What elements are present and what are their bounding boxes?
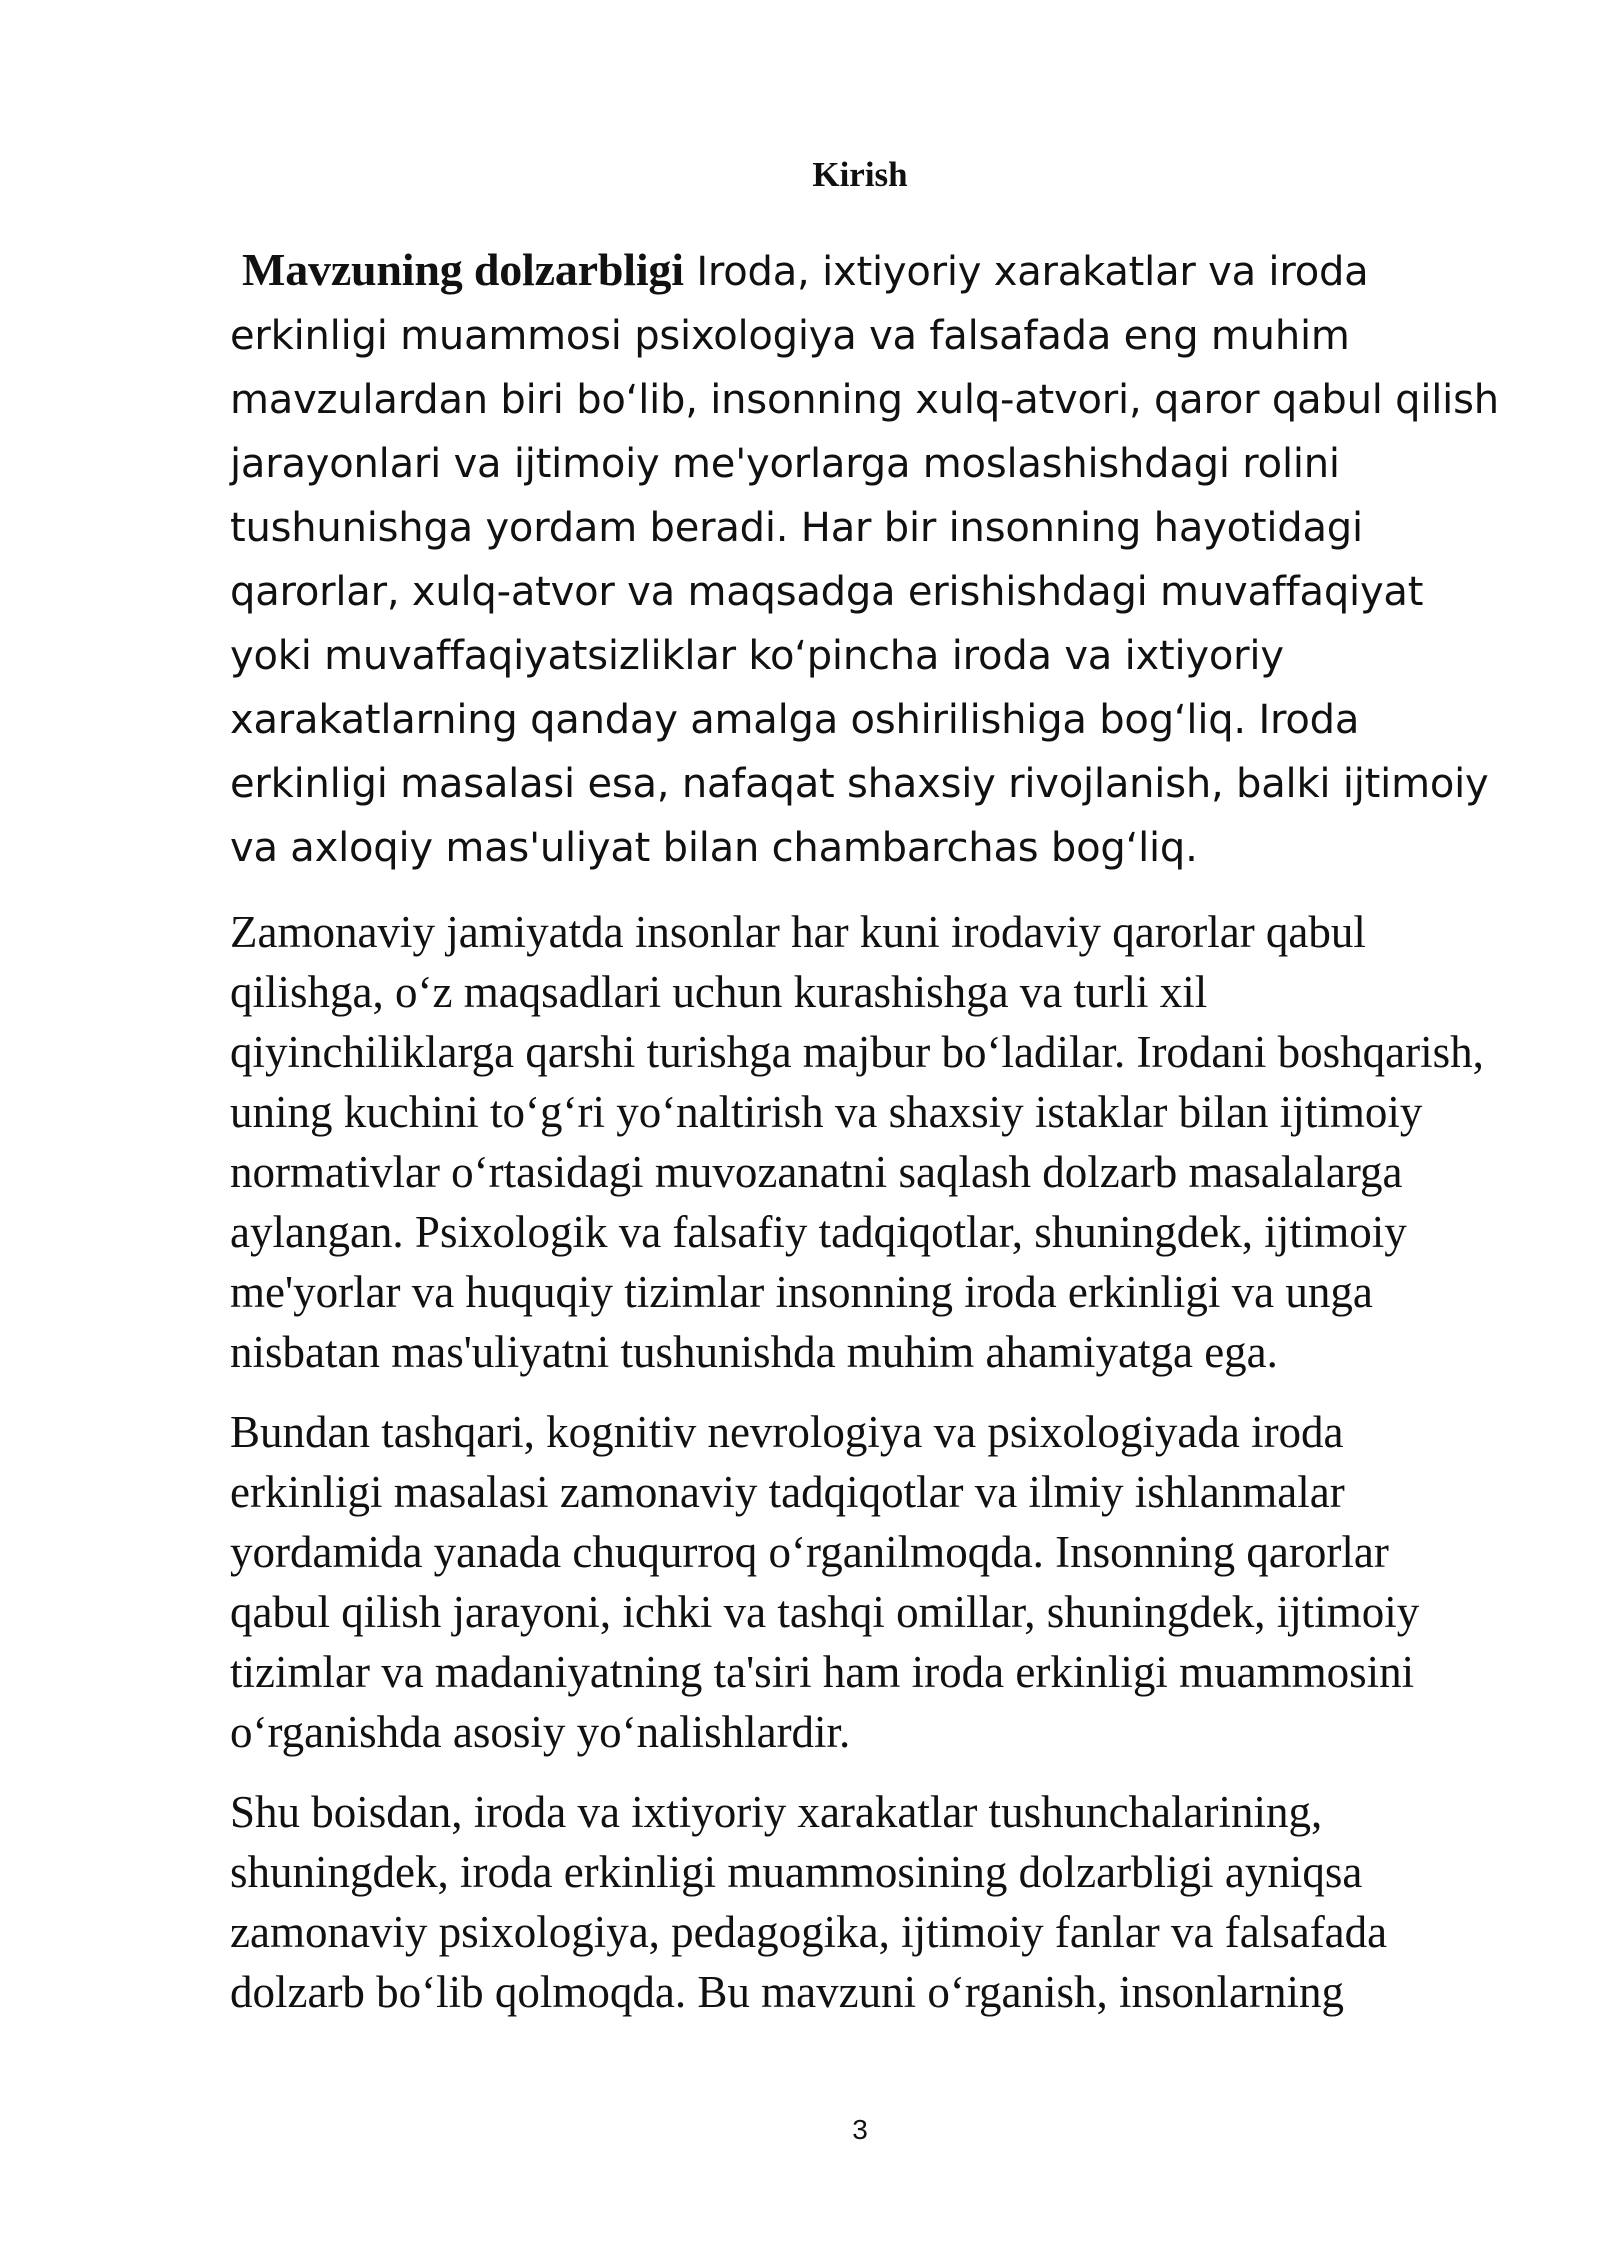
- paragraph-relevance: [230, 238, 1500, 880]
- section-heading: Kirish: [812, 155, 908, 194]
- paragraph-relevance-text: Iroda, ixtiyoriy xarakatlar va iroda erkinligi muammosi psixologiya va falsafada eng muhim mavzulardan biri bo‘lib, insonning xulq-atvori, qaror qabul qilish jarayonlari va ijtimoiy me'yorlarga moslashishdagi rolini tushunishga yordam beradi. Har bir insonning hayotidagi qarorlar, xulq-atvor va maqsadga erishishdagi muvaffaqiyat yoki muvaffaqiyatsizliklar ko‘pincha iroda va ixtiyoriy xarakatlarning qanday amalga oshirilishiga bog‘liq. Iroda erkinligi masalasi esa, nafaqat shaxsiy rivojlanish, balki ijtimoiy va axloqiy mas'uliyat bilan chambarchas bog‘liq.: [230, 249, 1499, 871]
- paragraph-cognitive-neurology: Bundan tashqari, kognitiv nevrologiya va psixologiyada iroda erkinligi masalasi zamonaviy tadqiqotlar va ilmiy ishlanmalar yordamida yanada chuqurroq o‘rganilmoqda. Insonning qarorlar qabul qilish jarayoni, ichki va tashqi omillar, shuningdek, ijtimoiy tizimlar va madaniyatning ta'siri ham iroda erkinligi muammosini o‘rganishda asosiy yo‘nalishlardir.: [230, 1407, 1420, 1757]
- paragraph-modern-society: Zamonaviy jamiyatda insonlar har kuni irodaviy qarorlar qabul qilishga, o‘z maqsadlari uchun kurashishga va turli xil qiyinchiliklarga qarshi turishga majbur bo‘ladilar. Irodani boshqarish, uning kuchini to‘g‘ri yo‘naltirish va shaxsiy istaklar bilan ijtimoiy normativlar o‘rtasidagi muvozanatni saqlash dolzarb masalalarga aylangan. Psixologik va falsafiy tadqiqotlar, shuningdek, ijtimoiy me'yorlar va huquqiy tizimlar insonning iroda erkinligi va unga nisbatan mas'uliyatni tushunishda muhim ahamiyatga ega.: [230, 907, 1484, 1377]
- document-body: [230, 238, 1500, 2042]
- page-number: 3: [852, 2114, 868, 2145]
- paragraph-lead-title: Mavzuning dolzarbligi: [242, 244, 684, 295]
- paragraph-conclusion: Shu boisdan, iroda va ixtiyoriy xarakatlar tushunchalarining, shuningdek, iroda erkinligi muammosining dolzarbligi ayniqsa zamonaviy psixologiya, pedagogika, ijtimoiy fanlar va falsafada dolzarb bo‘lib qolmoqda. Bu mavzuni o‘rganish, insonlarning: [230, 1787, 1388, 2017]
